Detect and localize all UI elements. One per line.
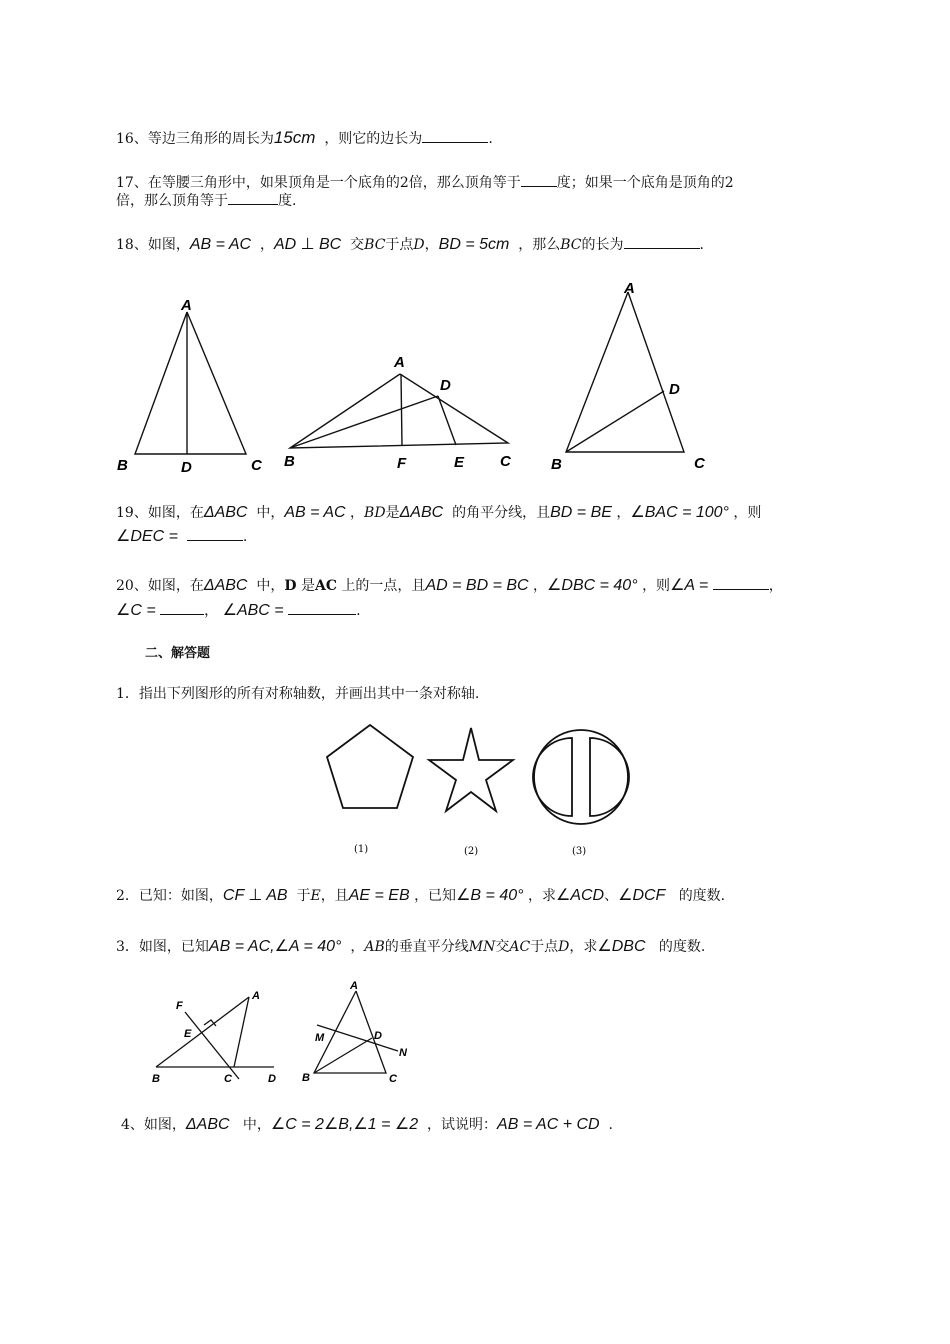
- fig19-label-b: B: [284, 453, 295, 470]
- figa2-label-d: D: [268, 1073, 276, 1085]
- q18-mid3: ，那么: [518, 237, 561, 253]
- a2-eq5: ∠DCF: [618, 887, 666, 904]
- q20-comma: ，: [768, 578, 783, 594]
- fig19-label-c: C: [500, 453, 511, 470]
- q19-mid1: 中，: [256, 505, 285, 521]
- q18-mid2: 于点: [385, 237, 414, 253]
- figures-row-1: [0, 270, 950, 480]
- fig20-label-d: D: [669, 381, 680, 398]
- a2-mid3: ，已知: [414, 888, 457, 904]
- fig18-label-d: D: [181, 459, 192, 476]
- figa3-label-d: D: [374, 1030, 382, 1042]
- figure-19-triangle: [290, 374, 508, 448]
- question-19-line2: [116, 526, 247, 547]
- q18-sep2: ，: [424, 237, 439, 253]
- fig20-label-a: A: [624, 280, 635, 297]
- q19-eq3: ∠BAC = 100°: [630, 504, 729, 521]
- q16-mid: ，则它的边长为: [324, 131, 423, 147]
- q20-d: D: [284, 578, 297, 594]
- figa3-label-n: N: [399, 1047, 407, 1059]
- q19-prefix: 19、如图，在: [116, 505, 204, 521]
- q18-eq2: AD ⊥ BC: [273, 236, 342, 253]
- a3-mid1: ，: [350, 939, 365, 955]
- a2-eq1: CF ⊥ AB: [222, 887, 288, 904]
- q20-eq2: ∠DBC = 40°: [547, 577, 638, 594]
- q19-line2: ∠DEC =: [116, 528, 178, 545]
- a4-eq2: AB = AC + CD: [497, 1116, 600, 1133]
- q17-blank-1[interactable]: [521, 172, 557, 187]
- star-shape: [429, 728, 513, 811]
- a4-eq1: ∠C = 2∠B,∠1 = ∠2: [270, 1116, 419, 1133]
- a4-mid2: ，试说明：: [427, 1117, 498, 1133]
- q19-eq1: AB = AC: [284, 504, 346, 521]
- q18-eq1: AB = AC: [189, 236, 252, 253]
- q18-d: D: [413, 237, 425, 253]
- q20-blank-a[interactable]: [713, 575, 769, 590]
- a4-mid1: 中，: [242, 1117, 271, 1133]
- a2-mid5: 、: [604, 888, 619, 904]
- figa3-label-a: A: [350, 980, 358, 992]
- q20-line2a: ∠C =: [116, 602, 156, 619]
- q17-line2b: 度.: [278, 193, 297, 209]
- shape-caption-1: (1): [354, 844, 369, 855]
- fig19-label-d: D: [440, 377, 451, 394]
- q20-blank-abc[interactable]: [288, 600, 356, 615]
- a2-end: 的度数.: [678, 888, 726, 904]
- pentagon-shape: [327, 725, 413, 808]
- a2-eq2: AE = EB: [348, 887, 410, 904]
- question-17-line2: [116, 190, 296, 211]
- q18-sep1: ，: [259, 237, 274, 253]
- q19-mid3: 是: [385, 505, 400, 521]
- fig19-label-a: A: [394, 354, 405, 371]
- figa2-label-e: E: [184, 1028, 192, 1040]
- q18-mid1: 交: [350, 237, 365, 253]
- q16-value: 15cm: [273, 128, 316, 147]
- a3-d: D: [558, 939, 570, 955]
- fig20-label-b: B: [551, 456, 562, 473]
- figa2-label-f: F: [176, 1000, 183, 1012]
- figa2-label-a: A: [252, 990, 260, 1002]
- figures-symmetry: [0, 710, 950, 860]
- figa2-label-b: B: [152, 1073, 160, 1085]
- figures-row-2: [0, 975, 950, 1090]
- section-2-heading: 二、解答题: [145, 646, 211, 661]
- q19-bd: BD: [364, 505, 386, 521]
- a3-end: 的度数.: [658, 939, 706, 955]
- shape-caption-2: (2): [464, 846, 479, 857]
- fig19-label-e: E: [454, 454, 465, 471]
- q18-blank[interactable]: [624, 234, 700, 249]
- figure-a3: [314, 991, 398, 1073]
- q19-tri: ΔABC: [203, 504, 248, 521]
- q18-bc1: BC: [364, 237, 386, 253]
- q18-eq3: BD = 5cm: [438, 236, 510, 253]
- fig18-label-a: A: [181, 297, 192, 314]
- a3-ab: AB: [364, 939, 385, 955]
- q17-line2a: 倍，那么顶角等于: [116, 193, 228, 209]
- q20-end: .: [356, 603, 361, 619]
- q19-mid5: ，: [616, 505, 631, 521]
- q19-blank[interactable]: [187, 526, 243, 541]
- q17-line1a: 17、在等腰三角形中，如果顶角是一个底角的2倍，那么顶角等于: [116, 175, 521, 191]
- a3-eq2: ∠DBC: [597, 938, 646, 955]
- question-19-line1: [116, 503, 761, 523]
- question-20-line2: [116, 600, 361, 621]
- q18-mid4: 的长为: [581, 237, 624, 253]
- q17-blank-2[interactable]: [228, 190, 278, 205]
- q20-eq3: ∠A =: [670, 577, 709, 594]
- figure-20-triangle: [566, 292, 684, 452]
- a3-mid5: ，求: [569, 939, 598, 955]
- q20-line2b: ，: [204, 603, 219, 619]
- q19-end: .: [242, 529, 248, 545]
- a4-tri: ΔABC: [185, 1116, 230, 1133]
- a2-mid2: ，且: [320, 888, 349, 904]
- q20-mid5: ，则: [642, 578, 671, 594]
- a3-mid4: 于点: [530, 939, 559, 955]
- a3-ac: AC: [509, 939, 531, 955]
- q20-tri: ΔABC: [203, 577, 248, 594]
- question-20-line1: [116, 575, 783, 596]
- fig20-label-c: C: [694, 455, 705, 472]
- figure-a2: [156, 997, 274, 1079]
- q20-mid1: 中，: [256, 578, 285, 594]
- q16-prefix: 16、等边三角形的周长为: [116, 131, 274, 147]
- figa2-label-c: C: [224, 1073, 232, 1085]
- q19-eq2: BD = BE: [550, 504, 612, 521]
- answer-1: 1．指出下列图形的所有对称轴数，并画出其中一条对称轴.: [116, 686, 480, 702]
- circle-shape: [533, 730, 629, 824]
- fig19-label-f: F: [397, 455, 407, 472]
- q16-blank[interactable]: [422, 128, 488, 143]
- q16-end: .: [488, 131, 493, 147]
- q20-prefix: 20、如图，在: [116, 578, 204, 594]
- a4-prefix: 4、如图，: [121, 1117, 186, 1133]
- fig18-label-c: C: [251, 457, 262, 474]
- a2-e: E: [310, 888, 321, 904]
- q20-mid3: 上的一点，且: [341, 578, 426, 594]
- q19-mid4: 的角平分线，且: [452, 505, 551, 521]
- a3-mid2: 的垂直平分线: [384, 939, 469, 955]
- answer-3: [116, 937, 705, 957]
- figa3-label-b: B: [302, 1072, 310, 1084]
- a2-prefix: 2．已知：如图，: [116, 888, 223, 904]
- q19-mid6: ，则: [733, 505, 762, 521]
- q17-line1b: 度；如果一个底角是顶角的2: [556, 175, 734, 191]
- a3-mn: MN: [468, 939, 496, 955]
- fig18-label-b: B: [117, 457, 128, 474]
- q20-mid4: ，: [533, 578, 548, 594]
- figure-18-isosceles: [135, 312, 246, 454]
- q20-mid2: 是: [300, 578, 315, 594]
- q19-tri2: ΔABC: [399, 504, 444, 521]
- a2-eq3: ∠B = 40°: [456, 887, 524, 904]
- a3-prefix: 3．如图，已知: [116, 939, 209, 955]
- q18-prefix: 18、如图，: [116, 237, 190, 253]
- q20-ac: AC: [314, 578, 337, 594]
- answer-4: [121, 1115, 613, 1135]
- q20-line2c: ∠ABC =: [222, 602, 284, 619]
- a3-mid3: 交: [495, 939, 510, 955]
- q19-mid2: ，: [350, 505, 365, 521]
- a2-mid4: ，求: [527, 888, 556, 904]
- question-18: [116, 234, 704, 255]
- a4-end: .: [608, 1117, 613, 1133]
- a2-eq4: ∠ACD: [555, 887, 605, 904]
- figa3-label-m: M: [315, 1032, 325, 1044]
- q18-bc2: BC: [560, 237, 582, 253]
- q20-blank-c[interactable]: [160, 600, 204, 615]
- a2-mid1: 于: [296, 888, 311, 904]
- figa3-label-c: C: [389, 1073, 397, 1085]
- answer-2: [116, 886, 725, 906]
- q18-end: .: [699, 237, 704, 253]
- shape-caption-3: (3): [572, 846, 587, 857]
- a3-eq1: AB = AC,∠A = 40°: [208, 938, 342, 955]
- question-16: [116, 128, 493, 149]
- q20-eq1: AD = BD = BC: [425, 577, 529, 594]
